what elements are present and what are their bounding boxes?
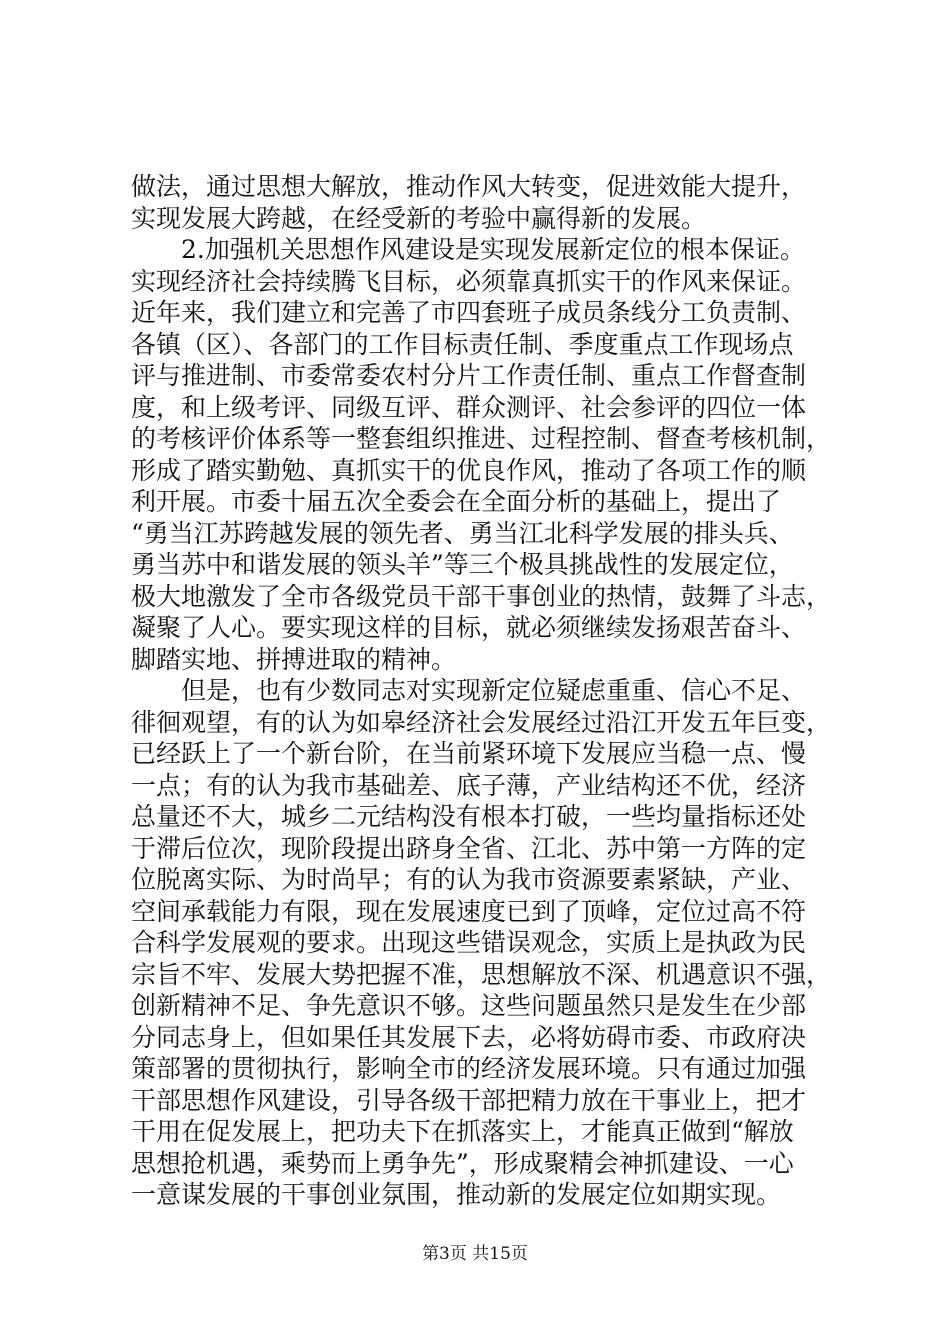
text-line: 总量还不大，城乡二元结构没有根本打破，一些均量指标还处	[131, 802, 807, 831]
document-body	[131, 171, 831, 1211]
text-line: 创新精神不足、争先意识不够。这些问题虽然只是发生在少部	[131, 991, 807, 1020]
text-line: 利开展。市委十届五次全委会在全面分析的基础上，提出了	[131, 487, 782, 516]
text-line: 宗旨不牢、发展大势把握不准，思想解放不深、机遇意识不强，	[131, 959, 832, 989]
text-line: 一意谋发展的干事创业氛围，推动新的发展定位如期实现。	[131, 1180, 782, 1209]
text-line: 凝聚了人心。要实现这样的目标，就必须继续发扬艰苦奋斗、	[131, 613, 807, 642]
text-line: 策部署的贯彻执行，影响全市的经济发展环境。只有通过加强	[131, 1054, 807, 1083]
text-line: 极大地激发了全市各级党员干部干事创业的热情，鼓舞了斗志，	[131, 581, 832, 611]
text-line: 于滞后位次，现阶段提出跻身全省、江北、苏中第一方阵的定	[131, 833, 807, 863]
text-line: 勇当苏中和谐发展的领头羊”等三个极具挑战性的发展定位，	[131, 550, 794, 579]
text-line: 实现发展大跨越，在经受新的考验中赢得新的发展。	[131, 203, 707, 233]
text-line: 实现经济社会持续腾飞目标，必须靠真抓实干的作风来保证。	[131, 266, 807, 296]
text-line: 评与推进制、市委常委农村分片工作责任制、重点工作督查制	[131, 361, 807, 390]
text-line: “勇当江苏跨越发展的领先者、勇当江北科学发展的排头兵、	[131, 518, 794, 548]
text-line: 脚踏实地、拼搏进取的精神。	[131, 644, 457, 674]
text-line: 思想抢机遇，乘势而上勇争先”，形成聚精会神抓建设、一心	[131, 1148, 794, 1178]
text-line: 2.加强机关思想作风建设是实现发展新定位的根本保证。	[181, 235, 805, 264]
text-line: 干部思想作风建设，引导各级干部把精力放在干事业上，把才	[131, 1085, 807, 1115]
text-line: 分同志身上，但如果任其发展下去，必将妨碍市委、市政府决	[131, 1022, 807, 1052]
text-line: 位脱离实际、为时尚早；有的认为我市资源要素紧缺，产业、	[131, 865, 807, 894]
text-line: 已经跃上了一个新台阶，在当前紧环境下发展应当稳一点、慢	[131, 739, 807, 768]
page-footer: 第3页 共15页	[422, 1244, 528, 1264]
text-line: 形成了踏实勤勉、真抓实干的优良作风，推动了各项工作的顺	[131, 455, 807, 485]
text-line: 做法，通过思想大解放，推动作风大转变，促进效能大提升，	[131, 172, 807, 201]
text-line: 干用在促发展上，把功夫下在抓落实上，才能真正做到“解放	[131, 1117, 794, 1146]
text-line: 一点；有的认为我市基础差、底子薄，产业结构还不优，经济	[131, 770, 807, 800]
text-line: 的考核评价体系等一整套组织推进、过程控制、督查考核机制，	[131, 424, 832, 453]
text-line: 合科学发展观的要求。出现这些错误观念，实质上是执政为民	[131, 928, 807, 957]
text-line: 度，和上级考评、同级互评、群众测评、社会参评的四位一体	[131, 392, 807, 422]
text-line: 但是，也有少数同志对实现新定位疑虑重重、信心不足、	[181, 676, 807, 705]
text-line: 各镇（区）、各部门的工作目标责任制、季度重点工作现场点	[131, 329, 794, 359]
text-line: 空间承载能力有限，现在发展速度已到了顶峰，定位过高不符	[131, 896, 807, 926]
text-line: 徘徊观望，有的认为如皋经济社会发展经过沿江开发五年巨变，	[131, 707, 832, 737]
text-line: 近年来，我们建立和完善了市四套班子成员条线分工负责制、	[131, 298, 807, 327]
